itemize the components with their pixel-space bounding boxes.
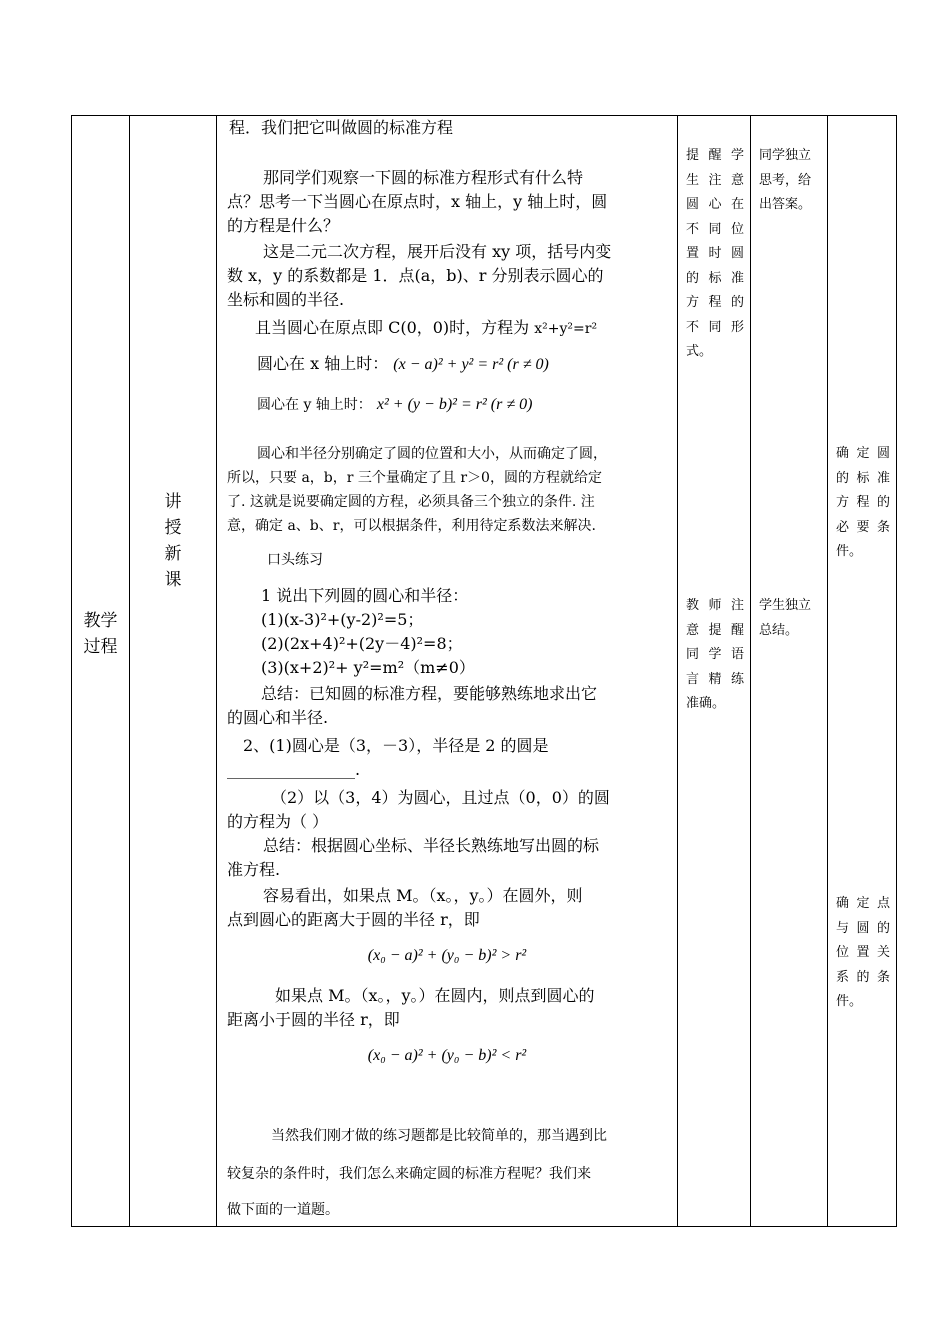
row-label: 教学过程 [83, 611, 118, 657]
equation: (x₀ − a)² + (y₀ − b)² > r² [367, 947, 527, 964]
paragraph: 坐标和圆的半径. [227, 290, 345, 309]
paragraph: 数 x，y 的系数都是 1．点(a，b)、r 分别表示圆心的 [227, 266, 604, 285]
paragraph: 那同学们观察一下圆的标准方程形式有什么特 [263, 168, 584, 187]
paragraph: 如果点 M。（x。，y。）在圆内，则点到圆心的 [275, 986, 595, 1005]
exercise-item: (1)(x-3)²+(y-2)²=5； [261, 610, 424, 629]
equation: (x₀ − a)² + (y₀ − b)² < r² [367, 1047, 527, 1064]
equation: (x − a)² + y² = r² (r ≠ 0) [393, 356, 549, 373]
paragraph: 点？思考一下当圆心在原点时，x 轴上，y 轴上时，圆 [227, 192, 608, 211]
paragraph: 总结：根据圆心坐标、半径长熟练地写出圆的标 [263, 836, 600, 855]
equation-line: 圆心在 y 轴上时： x² + (y − b)² = r² (r ≠ 0) [257, 396, 533, 413]
content-cell [217, 116, 678, 1227]
lesson-plan-table [71, 115, 897, 1227]
paragraph: 的方程是什么？ [227, 216, 340, 235]
teacher-note: 提醒学 生注意 圆心在 不同位 置时圆 的标准 方程的 不同形 式。 [686, 148, 744, 359]
equation-line: 圆心在 x 轴上时： (x − a)² + y² = r² (r ≠ 0) [257, 354, 549, 373]
paragraph: 这是二元二次方程，展开后没有 xy 项，括号内变 [263, 242, 612, 261]
lesson-content [217, 116, 677, 1226]
section-label: 讲 授 新 课 [164, 492, 182, 590]
exercise-item: 的方程为（ ） [227, 812, 329, 831]
exercise-item: 2、(1)圆心是（3，－3），半径是 2 的圆是 [243, 736, 549, 755]
exercise-item: (3)(x+2)²+ y²=m²（m≠0） [261, 658, 475, 677]
student-note: 学生独立 总结。 [759, 598, 812, 638]
paragraph: 程．我们把它叫做圆的标准方程 [229, 118, 454, 137]
paragraph: 当然我们刚才做的练习题都是比较简单的，那当遇到比 [271, 1128, 607, 1144]
design-note: 确定点 与圆的 位置关 系的条 件。 [836, 896, 890, 1009]
teacher-notes-cell [678, 116, 751, 1227]
paragraph: 所以，只要 a，b，r 三个量确定了且 r＞0，圆的方程就给定 [227, 470, 602, 486]
section-label-cell [130, 116, 217, 1227]
row-label-cell [72, 116, 130, 1227]
exercise-item: (2)(2x+4)²+(2y－4)²=8； [261, 634, 463, 653]
exercise-prompt: 1 说出下列圆的圆心和半径： [261, 586, 469, 605]
paragraph: 总结：已知圆的标准方程，要能够熟练地求出它 [261, 684, 598, 703]
exercise-item: （2）以（3，4）为圆心，且过点（0，0）的圆 [271, 788, 610, 807]
student-notes-cell [751, 116, 828, 1227]
equation: x²+y²=r² [534, 321, 598, 337]
paragraph: 容易看出，如果点 M。（x。，y。）在圆外，则 [263, 886, 583, 905]
paragraph: 了. 这就是说要确定圆的方程，必须具备三个独立的条件. 注 [227, 494, 595, 510]
teacher-note: 教师注 意提醒 同学语 言精练 准确。 [686, 598, 744, 711]
design-note: 确定圆 的标准 方程的 必要条 件。 [836, 446, 890, 559]
paragraph: 且当圆心在原点即 C(0，0)时，方程为 x²+y²=r² [255, 318, 598, 337]
section-heading: 口头练习 [267, 552, 323, 568]
paragraph: 准方程. [227, 860, 281, 879]
answer-blank: ________________. [227, 760, 361, 779]
paragraph: 距离小于圆的半径 r，即 [227, 1010, 400, 1029]
paragraph: 较复杂的条件时，我们怎么来确定圆的标准方程呢？我们来 [227, 1166, 591, 1182]
equation: x² + (y − b)² = r² (r ≠ 0) [376, 396, 533, 413]
paragraph: 的圆心和半径. [227, 708, 329, 727]
paragraph: 做下面的一道题。 [227, 1202, 339, 1218]
paragraph: 圆心和半径分别确定了圆的位置和大小，从而确定了圆， [257, 446, 607, 462]
student-note: 同学独立 思考，给 出答案。 [759, 148, 812, 212]
design-notes-cell [828, 116, 897, 1227]
paragraph: 点到圆心的距离大于圆的半径 r，即 [227, 910, 480, 929]
paragraph: 意，确定 a、b、r，可以根据条件，利用待定系数法来解决. [227, 518, 596, 534]
